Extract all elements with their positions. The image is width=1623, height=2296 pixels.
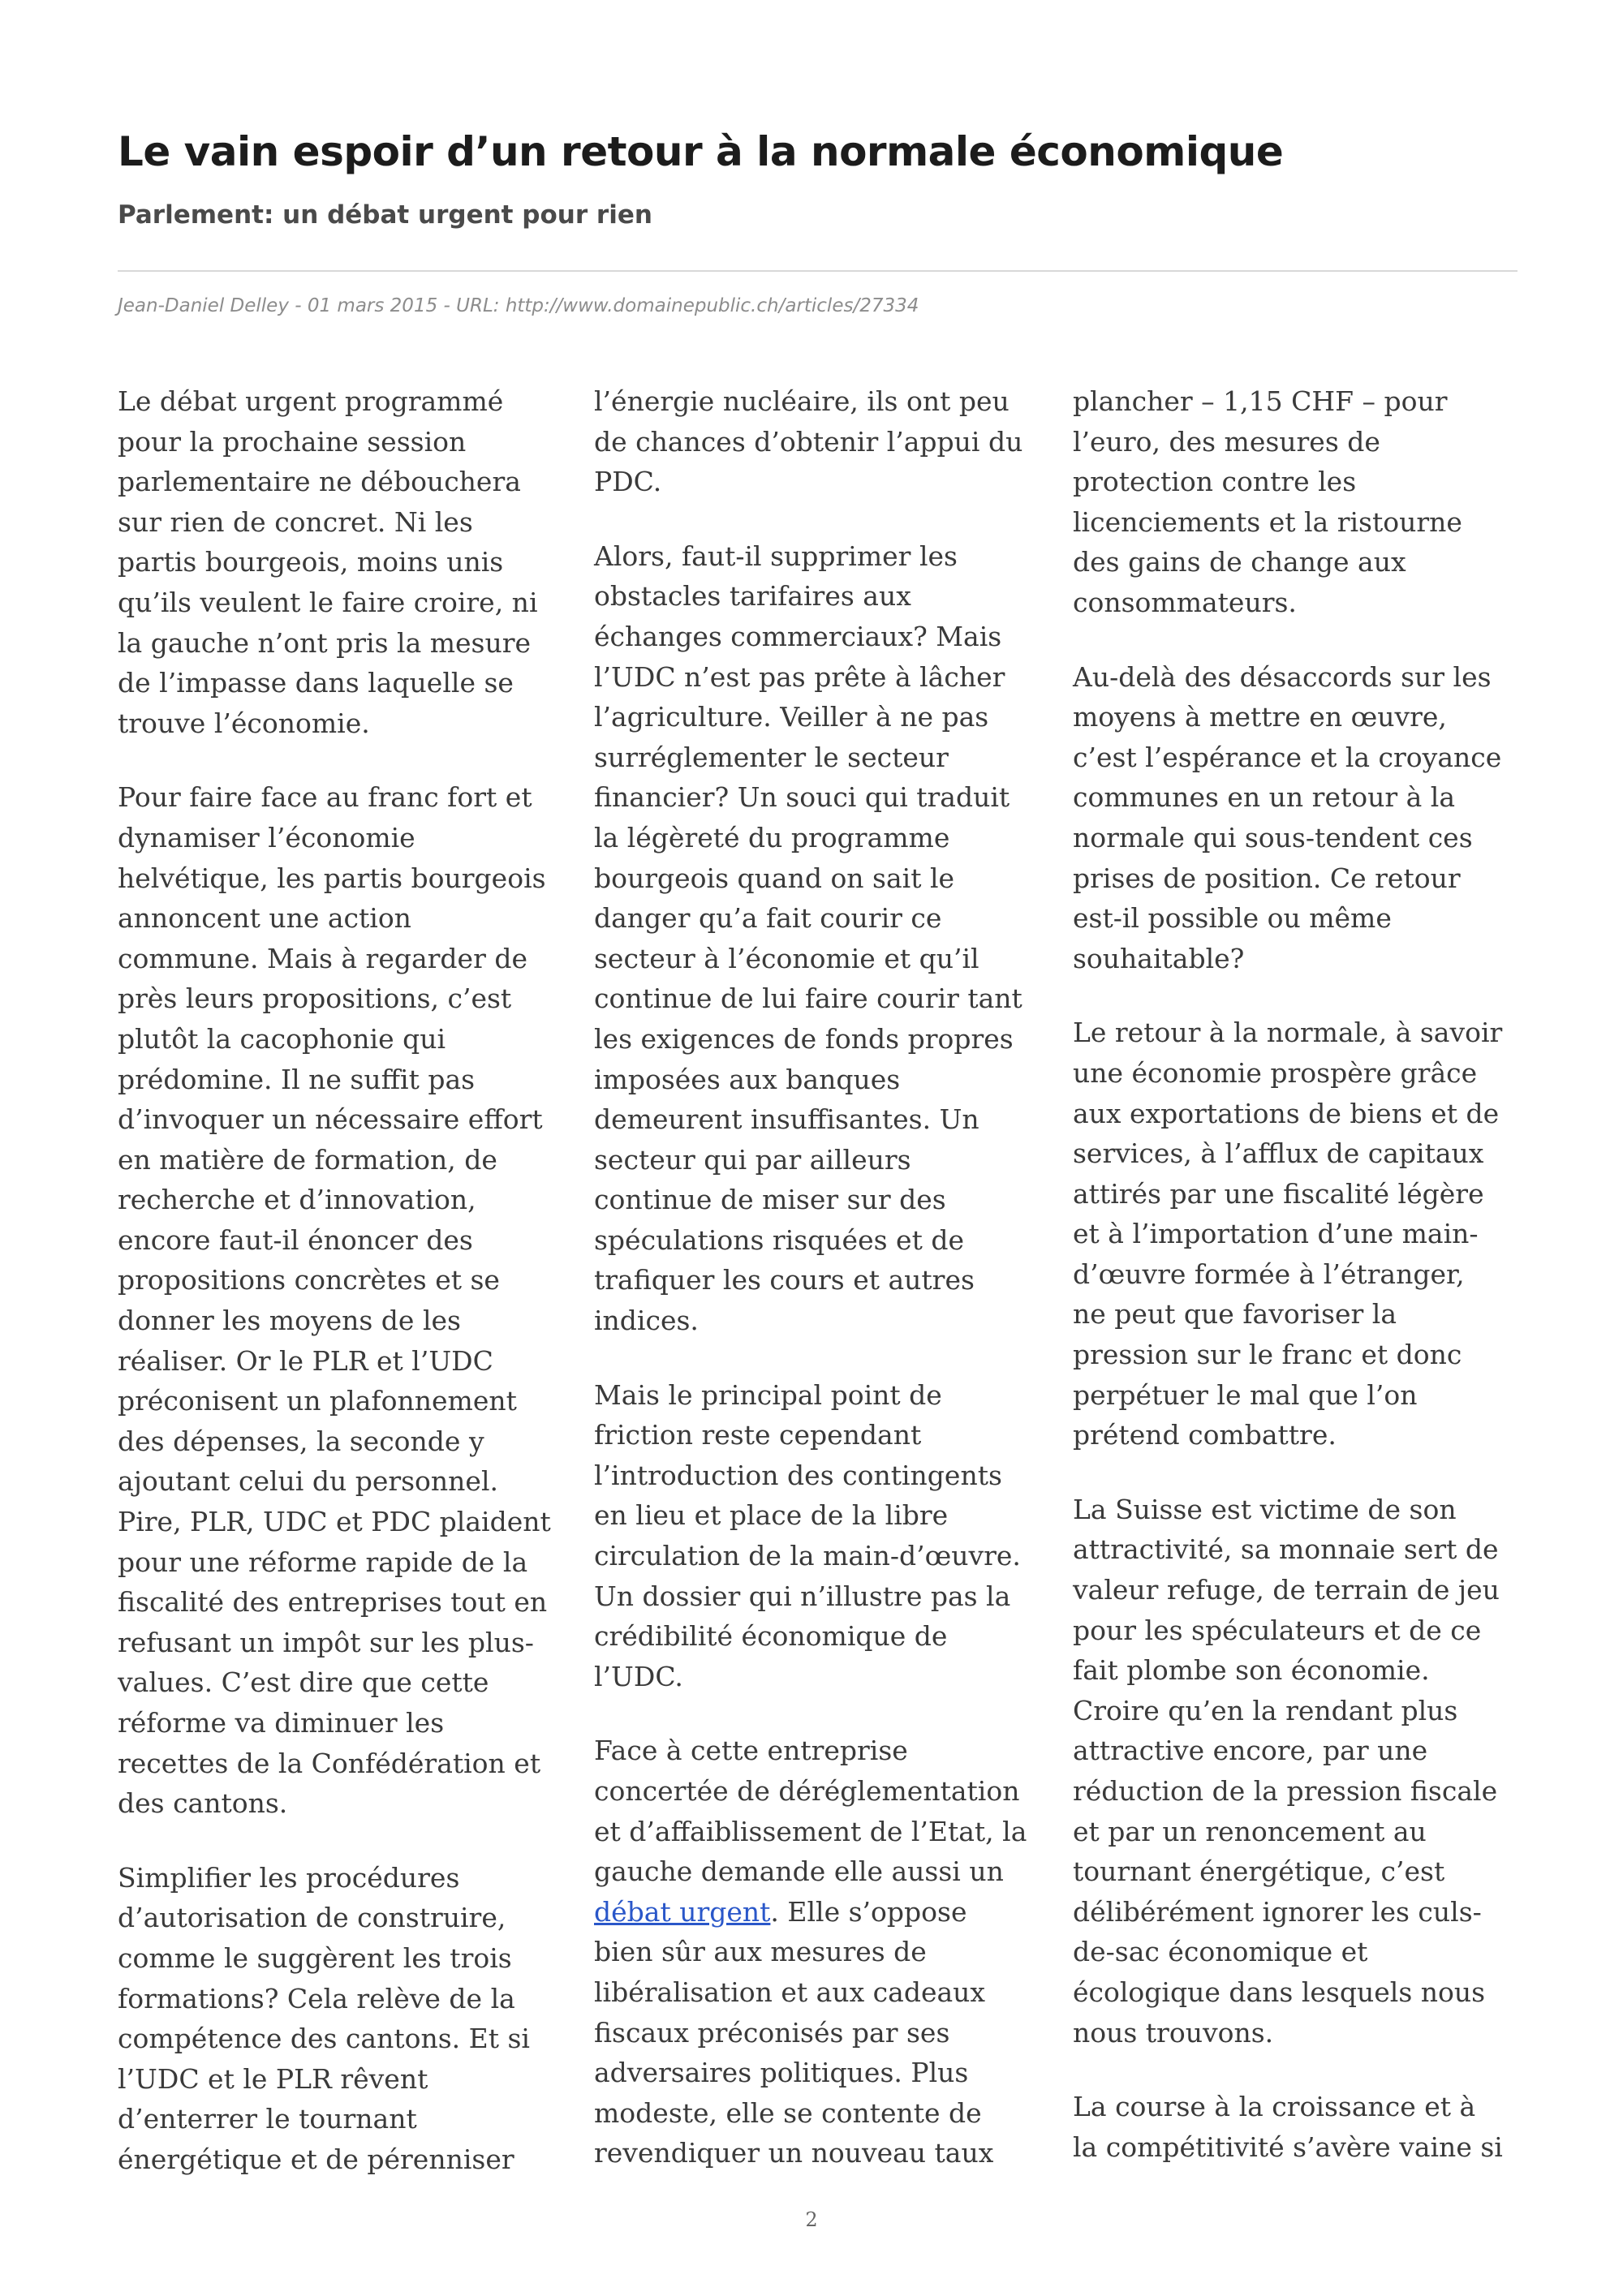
page-number: 2 — [805, 2208, 818, 2231]
text-line: perpétuer le mal que l’on — [1073, 1378, 1418, 1411]
text-line: bien sûr aux mesures de — [594, 1936, 927, 1968]
text-line: Alors, faut-il supprimer les — [594, 540, 958, 572]
text-line: Le débat urgent programmé — [118, 385, 504, 417]
text-line: moyens à mettre en œuvre, — [1073, 701, 1447, 733]
text-line: modeste, elle se contente de — [594, 2096, 982, 2129]
text-line: propositions concrètes et se — [118, 1264, 500, 1296]
text-line: trouve l’économie. — [118, 707, 370, 739]
text-line: values. C’est dire que cette — [118, 1666, 489, 1699]
text-line: fait plombe son économie. — [1073, 1654, 1430, 1687]
text-line: fiscaux préconisés par ses — [594, 2016, 950, 2049]
text-line: qu’ils veulent le faire croire, ni — [118, 586, 538, 618]
paragraph — [118, 777, 572, 1823]
text-line: des cantons. — [118, 1787, 288, 1820]
text-line: écologique dans lesquels nous — [1073, 1976, 1486, 2008]
text-line: surréglementer le secteur — [594, 741, 949, 773]
text-line — [594, 1892, 1048, 1933]
text-line: helvétique, les partis bourgeois — [118, 862, 546, 894]
text-line: de chances d’obtenir l’appui du — [594, 425, 1023, 458]
text-line: Pour faire face au franc fort et — [118, 781, 532, 814]
text-line: crédibilité économique de — [594, 1620, 948, 1653]
text-line: et par un renoncement au — [1073, 1815, 1427, 1847]
text-line: Mais le principal point de — [594, 1378, 942, 1411]
text-line: et à l’importation d’une main- — [1073, 1218, 1479, 1250]
text-line: continue de miser sur des — [594, 1184, 946, 1216]
paragraph — [118, 1858, 572, 2180]
paragraph — [594, 1375, 1048, 1697]
paragraph — [118, 381, 572, 743]
text-line: la légèreté du programme — [594, 821, 950, 853]
text-line: ne peut que favoriser la — [1073, 1298, 1397, 1331]
text-line: prises de position. Ce retour — [1073, 862, 1461, 894]
byline: Jean-Daniel Delley - 01 mars 2015 - URL: http://www.domainepublic.ch/articles/27334 — [118, 295, 919, 316]
text-line: secteur à l’économie et qu’il — [594, 942, 979, 974]
text-line: friction reste cependant — [594, 1419, 922, 1451]
header-divider — [118, 270, 1518, 272]
text-line: échanges commerciaux? Mais — [594, 620, 1002, 652]
text-line: La Suisse est victime de son — [1073, 1493, 1457, 1525]
text-line: réforme va diminuer les — [118, 1707, 445, 1739]
text-line: secteur qui par ailleurs — [594, 1143, 911, 1176]
text-line: d’œuvre formée à l’étranger, — [1073, 1258, 1465, 1290]
text-line: annoncent une action — [118, 902, 411, 935]
text-line: PDC. — [594, 466, 662, 498]
text-line: normale qui sous-tendent ces — [1073, 821, 1473, 853]
text-line: prédomine. Il ne suffit pas — [118, 1063, 476, 1095]
text-line: une économie prospère grâce — [1073, 1056, 1478, 1089]
text-line: de l’impasse dans laquelle se — [118, 667, 514, 699]
text-line: d’autorisation de construire, — [118, 1902, 506, 1934]
text-line: réduction de la pression fiscale — [1073, 1775, 1498, 1807]
text-column-3 — [1073, 381, 1527, 2201]
text-line: tournant énergétique, c’est — [1073, 1855, 1445, 1888]
text-line: Simplifier les procédures — [118, 1861, 460, 1894]
text-line: attirés par une fiscalité légère — [1073, 1177, 1484, 1210]
text-line: pour les spéculateurs et de ce — [1073, 1614, 1482, 1646]
text-line: attractive encore, par une — [1073, 1735, 1428, 1767]
text-line: des dépenses, la seconde y — [118, 1425, 484, 1457]
text-line: commune. Mais à regarder de — [118, 942, 528, 974]
text-line: plutôt la cacophonie qui — [118, 1022, 446, 1055]
text-line: libéralisation et aux cadeaux — [594, 1976, 986, 2008]
text-line: Un dossier qui n’illustre pas la — [594, 1580, 1011, 1612]
text-line: demeurent insuffisantes. Un — [594, 1103, 979, 1136]
text-line: réaliser. Or le PLR et l’UDC — [118, 1344, 493, 1377]
text-line: prétend combattre. — [1073, 1419, 1337, 1451]
text-line: refusant un impôt sur les plus- — [118, 1626, 534, 1658]
text-line: adversaires politiques. Plus — [594, 2057, 969, 2089]
text-line: circulation de la main-d’œuvre. — [594, 1540, 1021, 1572]
text-line: c’est l’espérance et la croyance — [1073, 741, 1502, 773]
text-line: gauche demande elle aussi un — [594, 1855, 1004, 1888]
text-line: imposées aux banques — [594, 1063, 901, 1095]
paragraph — [1073, 381, 1527, 623]
text-line: consommateurs. — [1073, 586, 1297, 618]
text-line: spéculations risquées et de — [594, 1223, 964, 1256]
text-line: valeur refuge, de terrain de jeu — [1073, 1574, 1500, 1606]
text-line: Au-delà des désaccords sur les — [1073, 660, 1492, 693]
text-line: protection contre les — [1073, 466, 1357, 498]
paragraph — [1073, 1013, 1527, 1455]
text-line: La course à la croissance et à — [1073, 2091, 1476, 2123]
text-line: l’UDC n’est pas prête à lâcher — [594, 660, 1005, 693]
text-line: près leurs propositions, c’est — [118, 982, 512, 1015]
text-line: l’énergie nucléaire, ils ont peu — [594, 385, 1010, 417]
text-line: d’enterrer le tournant — [118, 2103, 417, 2135]
text-line: la compétitivité s’avère vaine si — [1073, 2130, 1503, 2163]
text-line: l’introduction des contingents — [594, 1459, 1002, 1491]
text-column-1 — [118, 381, 572, 2214]
link-trailing-text: . Elle s’oppose — [770, 1895, 967, 1928]
text-line: la gauche n’ont pris la mesure — [118, 626, 532, 659]
text-line: concertée de déréglementation — [594, 1775, 1020, 1807]
text-line: attractivité, sa monnaie sert de — [1073, 1533, 1499, 1566]
text-line: trafiquer les cours et autres — [594, 1264, 975, 1296]
text-line: Pire, PLR, UDC et PDC plaident — [118, 1506, 551, 1538]
text-line: Croire qu’en la rendant plus — [1073, 1694, 1458, 1726]
text-line: sur rien de concret. Ni les — [118, 505, 473, 538]
text-line: services, à l’afflux de capitaux — [1073, 1137, 1484, 1170]
text-line: partis bourgeois, moins unis — [118, 546, 504, 578]
paragraph — [1073, 1490, 1527, 2053]
text-line: en lieu et place de la libre — [594, 1499, 949, 1532]
paragraph — [594, 1731, 1048, 2173]
text-line: licenciements et la ristourne — [1073, 505, 1462, 538]
text-line: pression sur le franc et donc — [1073, 1339, 1462, 1371]
text-line: fiscalité des entreprises tout en — [118, 1586, 548, 1619]
text-line: compétence des cantons. Et si — [118, 2023, 530, 2055]
text-line: continue de lui faire courir tant — [594, 982, 1022, 1015]
text-line: souhaitable? — [1073, 942, 1245, 974]
paragraph — [594, 536, 1048, 1341]
text-column-2 — [594, 381, 1048, 2208]
text-line: pour la prochaine session — [118, 425, 467, 458]
text-line: pour une réforme rapide de la — [118, 1546, 528, 1578]
text-line: l’agriculture. Veiller à ne pas — [594, 701, 989, 733]
text-line: l’UDC. — [594, 1660, 683, 1692]
text-line: financier? Un souci qui traduit — [594, 781, 1010, 814]
text-line: l’euro, des mesures de — [1073, 425, 1380, 458]
text-line: préconisent un plafonnement — [118, 1385, 517, 1417]
text-line: et d’affaiblissement de l’Etat, la — [594, 1815, 1027, 1847]
article-title: Le vain espoir d’un retour à la normale économique — [118, 128, 1284, 175]
text-line: l’UDC et le PLR rêvent — [118, 2062, 428, 2095]
text-line: revendiquer un nouveau taux — [594, 2137, 994, 2169]
paragraph — [1073, 657, 1527, 979]
text-line: communes en un retour à la — [1073, 781, 1456, 814]
text-line: Face à cette entreprise — [594, 1735, 908, 1767]
text-line: des gains de change aux — [1073, 546, 1406, 578]
text-line: recherche et d’innovation, — [118, 1184, 476, 1216]
text-line: Le retour à la normale, à savoir — [1073, 1017, 1503, 1049]
text-line: ajoutant celui du personnel. — [118, 1465, 499, 1498]
text-line: parlementaire ne débouchera — [118, 466, 521, 498]
text-line: obstacles tarifaires aux — [594, 580, 911, 613]
text-line: recettes de la Confédération et — [118, 1747, 541, 1779]
text-line: de-sac économique et — [1073, 1936, 1368, 1968]
paragraph — [594, 381, 1048, 502]
text-line: comme le suggèrent les trois — [118, 1941, 512, 1974]
text-line: nous trouvons. — [1073, 2016, 1274, 2049]
text-line: les exigences de fonds propres — [594, 1022, 1014, 1055]
text-line: énergétique et de pérenniser — [118, 2143, 514, 2175]
text-line: indices. — [594, 1305, 699, 1337]
debat-urgent-link[interactable]: débat urgent — [594, 1895, 771, 1928]
text-line: plancher – 1,15 CHF – pour — [1073, 385, 1448, 417]
text-line: dynamiser l’économie — [118, 821, 415, 853]
text-line: aux exportations de biens et de — [1073, 1097, 1500, 1129]
paragraph — [1073, 2087, 1527, 2167]
text-line: en matière de formation, de — [118, 1143, 497, 1176]
text-line: encore faut-il énoncer des — [118, 1223, 473, 1256]
article-subtitle: Parlement: un débat urgent pour rien — [118, 200, 652, 230]
text-line: donner les moyens de les — [118, 1305, 461, 1337]
text-line: d’invoquer un nécessaire effort — [118, 1103, 543, 1136]
text-line: est-il possible ou même — [1073, 902, 1392, 935]
text-line: danger qu’a fait courir ce — [594, 902, 942, 935]
text-line: délibérément ignorer les culs- — [1073, 1895, 1482, 1928]
text-line: bourgeois quand on sait le — [594, 862, 955, 894]
text-line: formations? Cela relève de la — [118, 1982, 515, 2014]
